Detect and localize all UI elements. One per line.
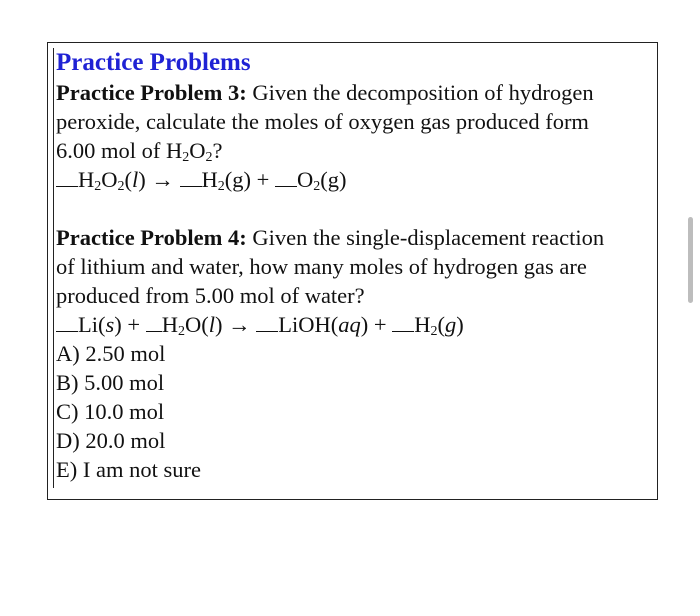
problem-3-line-3: 6.00 mol of $H_2O_2$? (56, 138, 223, 165)
reaction-arrow: → (145, 167, 180, 192)
coefficient-blank (180, 172, 202, 187)
page-title: Practice Problems (56, 49, 251, 76)
problem-4-line-2: of lithium and water, how many moles of hydrogen gas are (56, 254, 587, 279)
problem-3-title: Practice Problem 3 (56, 80, 240, 105)
answer-choice-d: D) 20.0 mol (56, 428, 166, 453)
problem-4-line-3: produced from 5.00 mol of water? (56, 283, 365, 308)
problem-4-title: Practice Problem 4 (56, 225, 240, 250)
problem-3-equation: $H_2O_2(l) \to H_2(g) + O_2(g)$ (56, 165, 653, 194)
coefficient-blank (275, 172, 297, 187)
answer-choice-a: A) 2.50 mol (56, 341, 166, 366)
answer-choice-c: C) 10.0 mol (56, 399, 165, 424)
coefficient-blank (56, 172, 78, 187)
answer-choice-e: E) I am not sure (56, 457, 201, 482)
coefficient-blank (392, 317, 414, 332)
coefficient-blank (56, 317, 78, 332)
answer-choice-b: B) 5.00 mol (56, 370, 165, 395)
coefficient-blank (146, 317, 162, 332)
problem-4-equation: $Li(s) + H_2O(l)$ → LiOH(aq) + $H_2(g)$ (56, 310, 653, 339)
scrollbar-thumb[interactable] (688, 217, 693, 303)
coefficient-blank (256, 317, 278, 332)
reaction-arrow: → (222, 312, 257, 337)
problem-4-line-1: Practice Problem 4: Given the single-displacement reaction (56, 225, 605, 250)
problem-text-column (53, 48, 653, 488)
problem-3-line-2: peroxide, calculate the moles of oxygen gas produced form (56, 109, 589, 134)
problem-3-line-1: Practice Problem 3: Given the decomposition of hydrogen (56, 80, 594, 105)
